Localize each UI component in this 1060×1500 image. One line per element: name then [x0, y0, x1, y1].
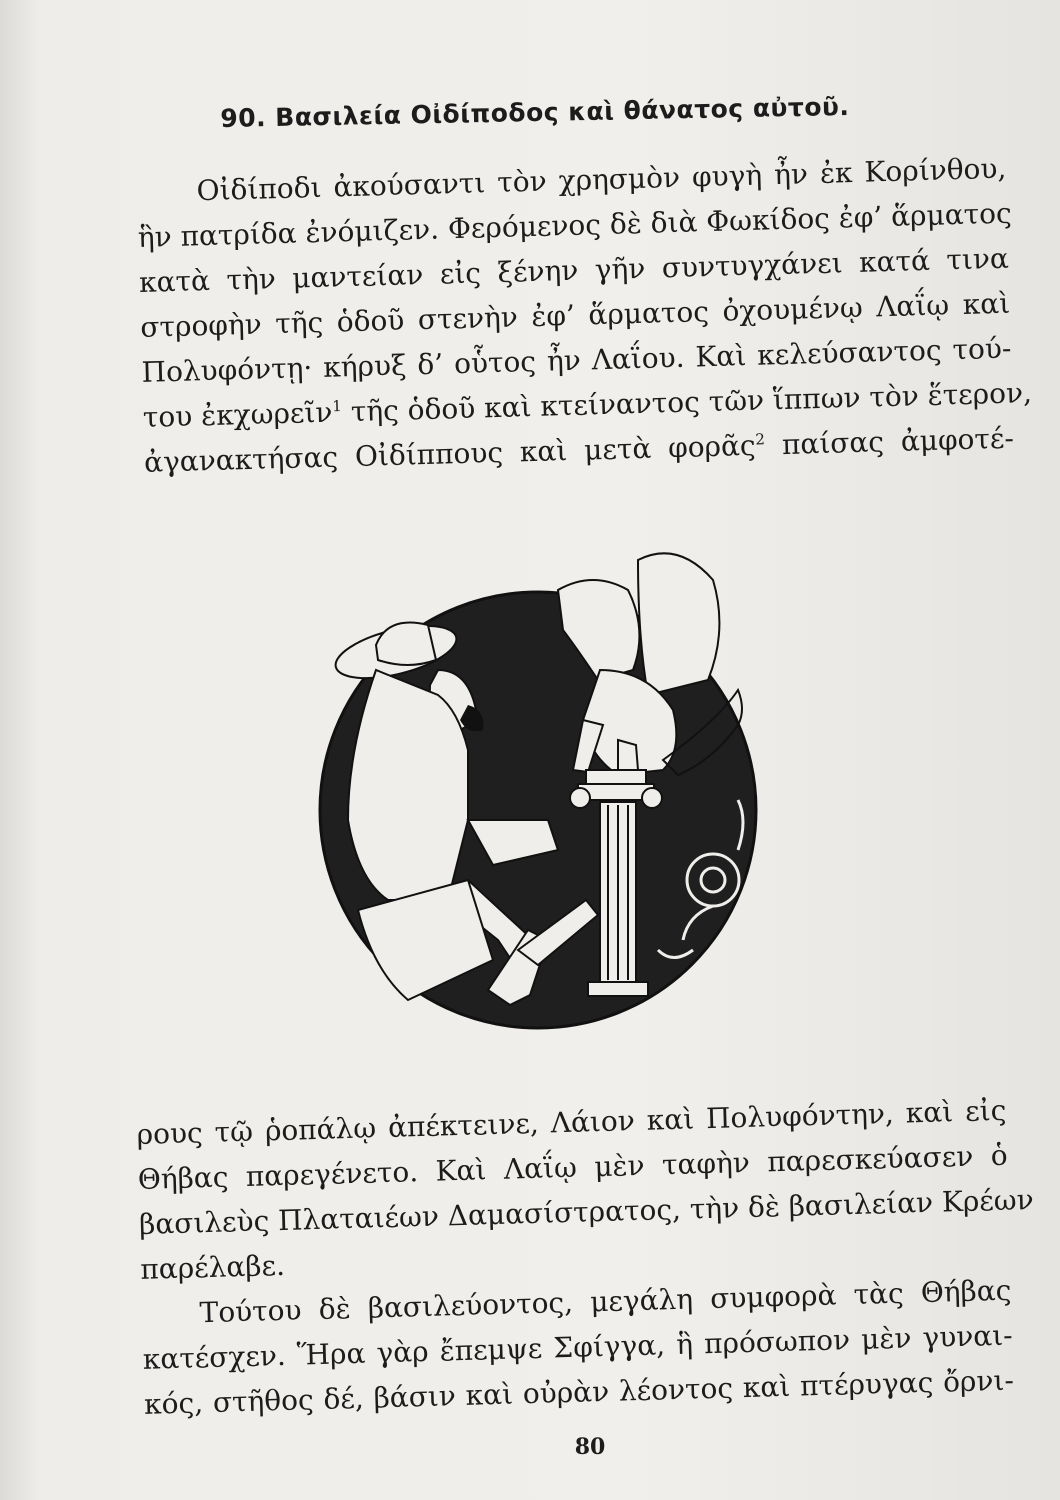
- text-line: Θήβας παρεγένετο. Καὶ Λαΐῳ μὲν ταφὴν παρεσκεύασεν ὁ: [137, 1138, 1009, 1196]
- text-fragment: τῆς ὁδοῦ καὶ κτείναντος τῶν ἵππων τὸν ἕτερον,: [350, 376, 1033, 429]
- page-number: 80: [574, 1434, 606, 1460]
- section-heading: 90. Βασιλεία Οἰδίποδος καὶ θάνατος αὐτοῦ.: [220, 91, 850, 133]
- text-line: βασιλεὺς Πλαταιέων Δαμασίστρατος, τὴν δὲ βασιλείαν Κρέων: [138, 1182, 1035, 1241]
- text-line: παρέλαβε.: [139, 1248, 286, 1286]
- text-fragment: ἀγανακτήσας Οἰδίππους καὶ μετὰ φορᾶς: [143, 428, 757, 479]
- text-line: Πολυφόντῃ· κήρυξ δ’ οὗτος ἦν Λαΐου. Καὶ κελεύσαντος τού-: [141, 331, 1012, 389]
- text-line: ἣν πατρίδα ἐνόμιζεν. Φερόμενος δὲ διὰ Φωκίδος ἐφ’ ἅρματος: [137, 196, 1013, 254]
- footnote-mark: 2: [755, 430, 766, 449]
- paragraph-2: [136, 1088, 1035, 1427]
- text-fragment: του ἐκχωρεῖν: [142, 395, 333, 434]
- footnote-mark: 1: [331, 397, 343, 416]
- text-line: στροφὴν τῆς ὁδοῦ στενὴν ἐφ’ ἅρματος ὀχουμένῳ Λαΐῳ καὶ: [139, 286, 1011, 344]
- text-line: κατὰ τὴν μαντείαν εἰς ξένην γῆν συντυγχάνει κατά τινα: [138, 241, 1010, 299]
- oedipus-sphinx-illustration: [318, 520, 758, 1080]
- paragraph-1: [136, 146, 1033, 485]
- text-line: κατέσχεν. Ἥρα γὰρ ἔπεμψε Σφίγγα, ἣ πρόσωπον μὲν γυναι-: [142, 1318, 1014, 1376]
- text-fragment: παίσας ἀμφοτέ-: [781, 421, 1015, 462]
- text-line: Οἰδίποδι ἀκούσαντι τὸν χρησμὸν φυγὴ ἦν ἐκ Κορίνθου,: [196, 151, 1007, 208]
- text-line: Τούτου δὲ βασιλεύοντος, μεγάλη συμφορὰ τὰς Θήβας: [199, 1273, 1012, 1330]
- text-line: ρους τῷ ῥοπάλῳ ἀπέκτεινε, Λάιον καὶ Πολυφόντην, καὶ εἰς: [136, 1093, 1007, 1151]
- text-line: κός, στῆθος δέ, βάσιν καὶ οὐρὰν λέοντος καὶ πτέρυγας ὄρνι-: [143, 1363, 1015, 1421]
